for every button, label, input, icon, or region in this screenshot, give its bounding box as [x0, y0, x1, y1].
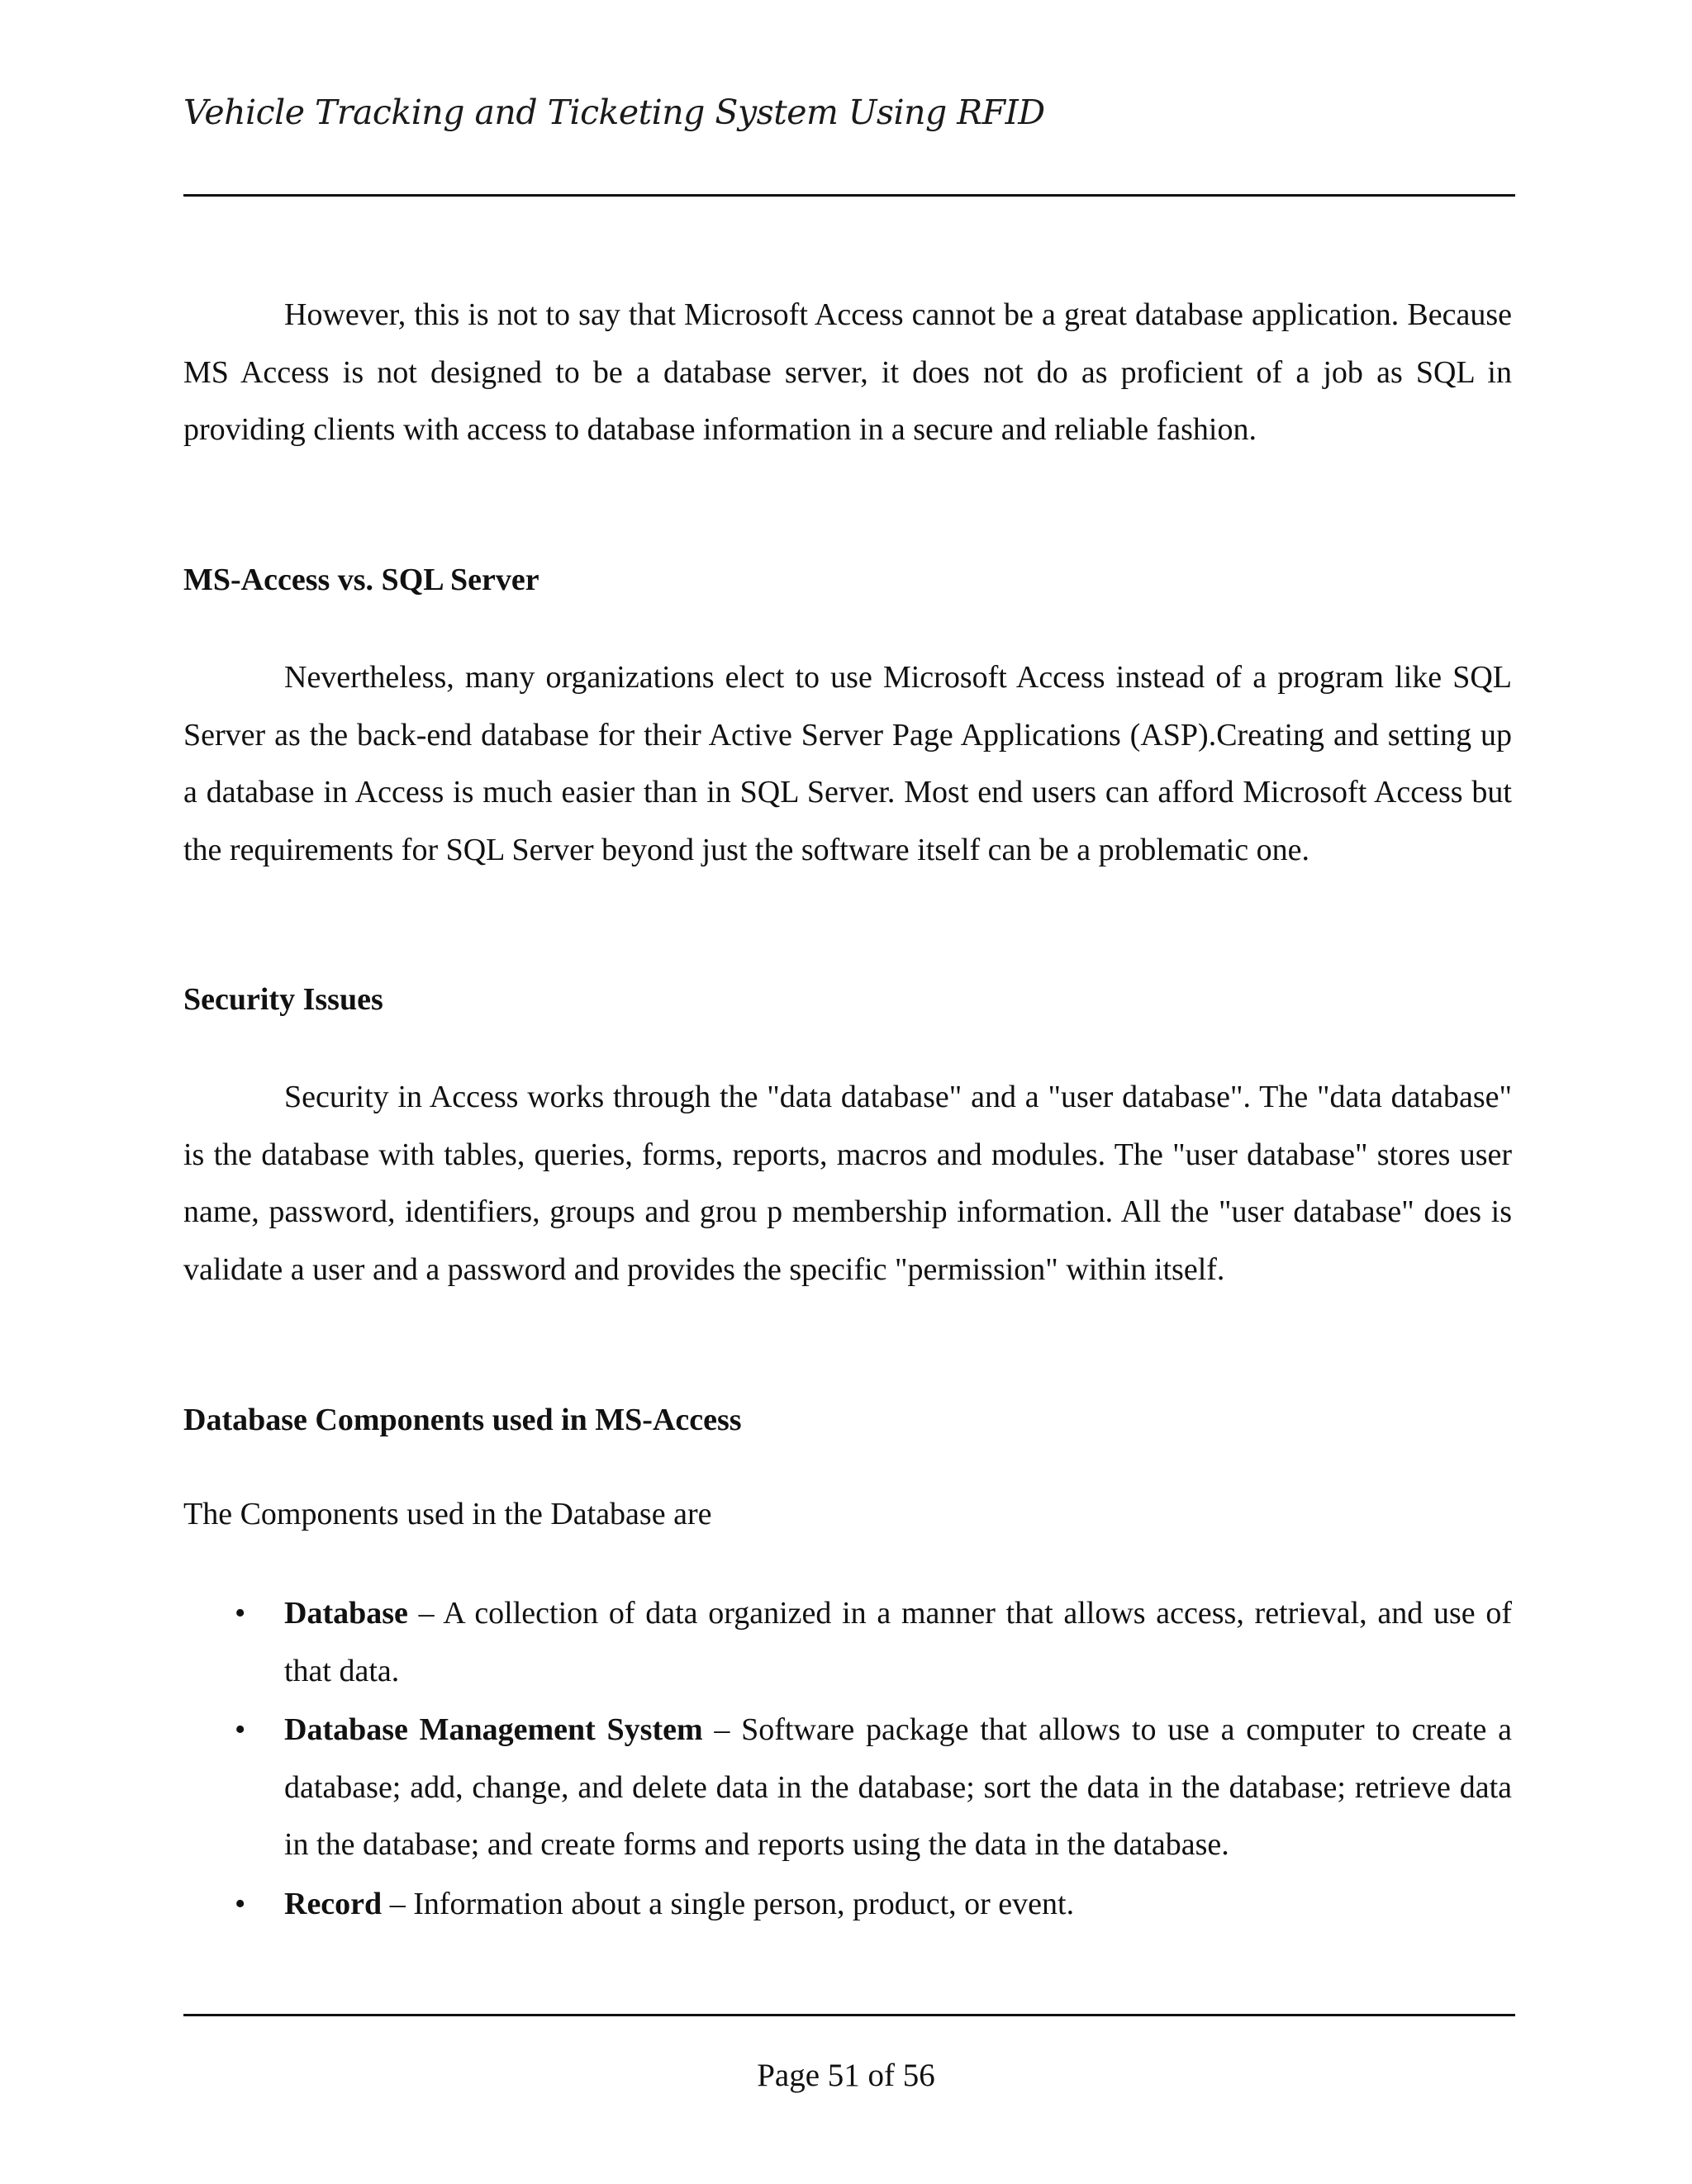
security-section [183, 1069, 1512, 1299]
heading-ms-access-vs-sql-server: MS-Access vs. SQL Server [183, 563, 539, 597]
footer-divider [183, 2014, 1515, 2016]
list-item [183, 1876, 1512, 1934]
components-intro-paragraph: The Components used in the Database are [183, 1497, 712, 1531]
header-divider [183, 194, 1515, 197]
list-item-description: – A collection of data organized in a manner that allows access, retrieval, and use of that data. [284, 1596, 1512, 1688]
list-item-term: Database [284, 1596, 408, 1631]
heading-database-components: Database Components used in MS-Access [183, 1403, 742, 1437]
running-header: Vehicle Tracking and Ticketing System Using RFID [183, 93, 1045, 132]
list-item [183, 1585, 1512, 1700]
list-item-description: – Software package that allows to use a computer to create a database; add, change, and delete data in the database; sort the data in the database; retrieve data in the database; and create forms and reports using the data in the database. [284, 1712, 1513, 1862]
vs-paragraph: Nevertheless, many organizations elect to use Microsoft Access instead of a program like SQL Server as the back-end database for their Active Server Page Applications (ASP).Creating and setting up a database in Access is much easier than in SQL Server. Most end users can afford Microsoft Access but the requirements for SQL Server beyond just the software itself can be a problematic one. [183, 660, 1512, 867]
page-number: Page 51 of 56 [757, 2058, 935, 2093]
list-item [183, 1702, 1512, 1874]
security-paragraph: Security in Access works through the "data database" and a "user database". The "data database" is the database with tables, queries, forms, reports, macros and modules. The "user database" stores user name, password, identifiers, groups and grou p membership information. All the "user database" does is validate a user and a password and provides the specific "permission" within itself. [183, 1080, 1512, 1287]
bullet-icon: • [235, 1596, 246, 1631]
list-item-term: Record [284, 1886, 383, 1921]
list-item-description: – Information about a single person, product, or event. [382, 1886, 1075, 1921]
bullet-icon: • [235, 1712, 246, 1747]
bullet-icon: • [235, 1886, 246, 1921]
vs-section [183, 649, 1512, 879]
list-item-term: Database Management System [284, 1712, 703, 1747]
intro-paragraph: However, this is not to say that Microsoft Access cannot be a great database application. Because MS Access is not designed to be a database server, it does not do as proficient of a job as SQL in providing clients with access to database information in a secure and reliable fashion. [183, 297, 1512, 447]
components-list [183, 1585, 1512, 1935]
intro-section [183, 287, 1512, 459]
components-intro-section [183, 1486, 1512, 1544]
heading-security-issues: Security Issues [183, 982, 383, 1017]
